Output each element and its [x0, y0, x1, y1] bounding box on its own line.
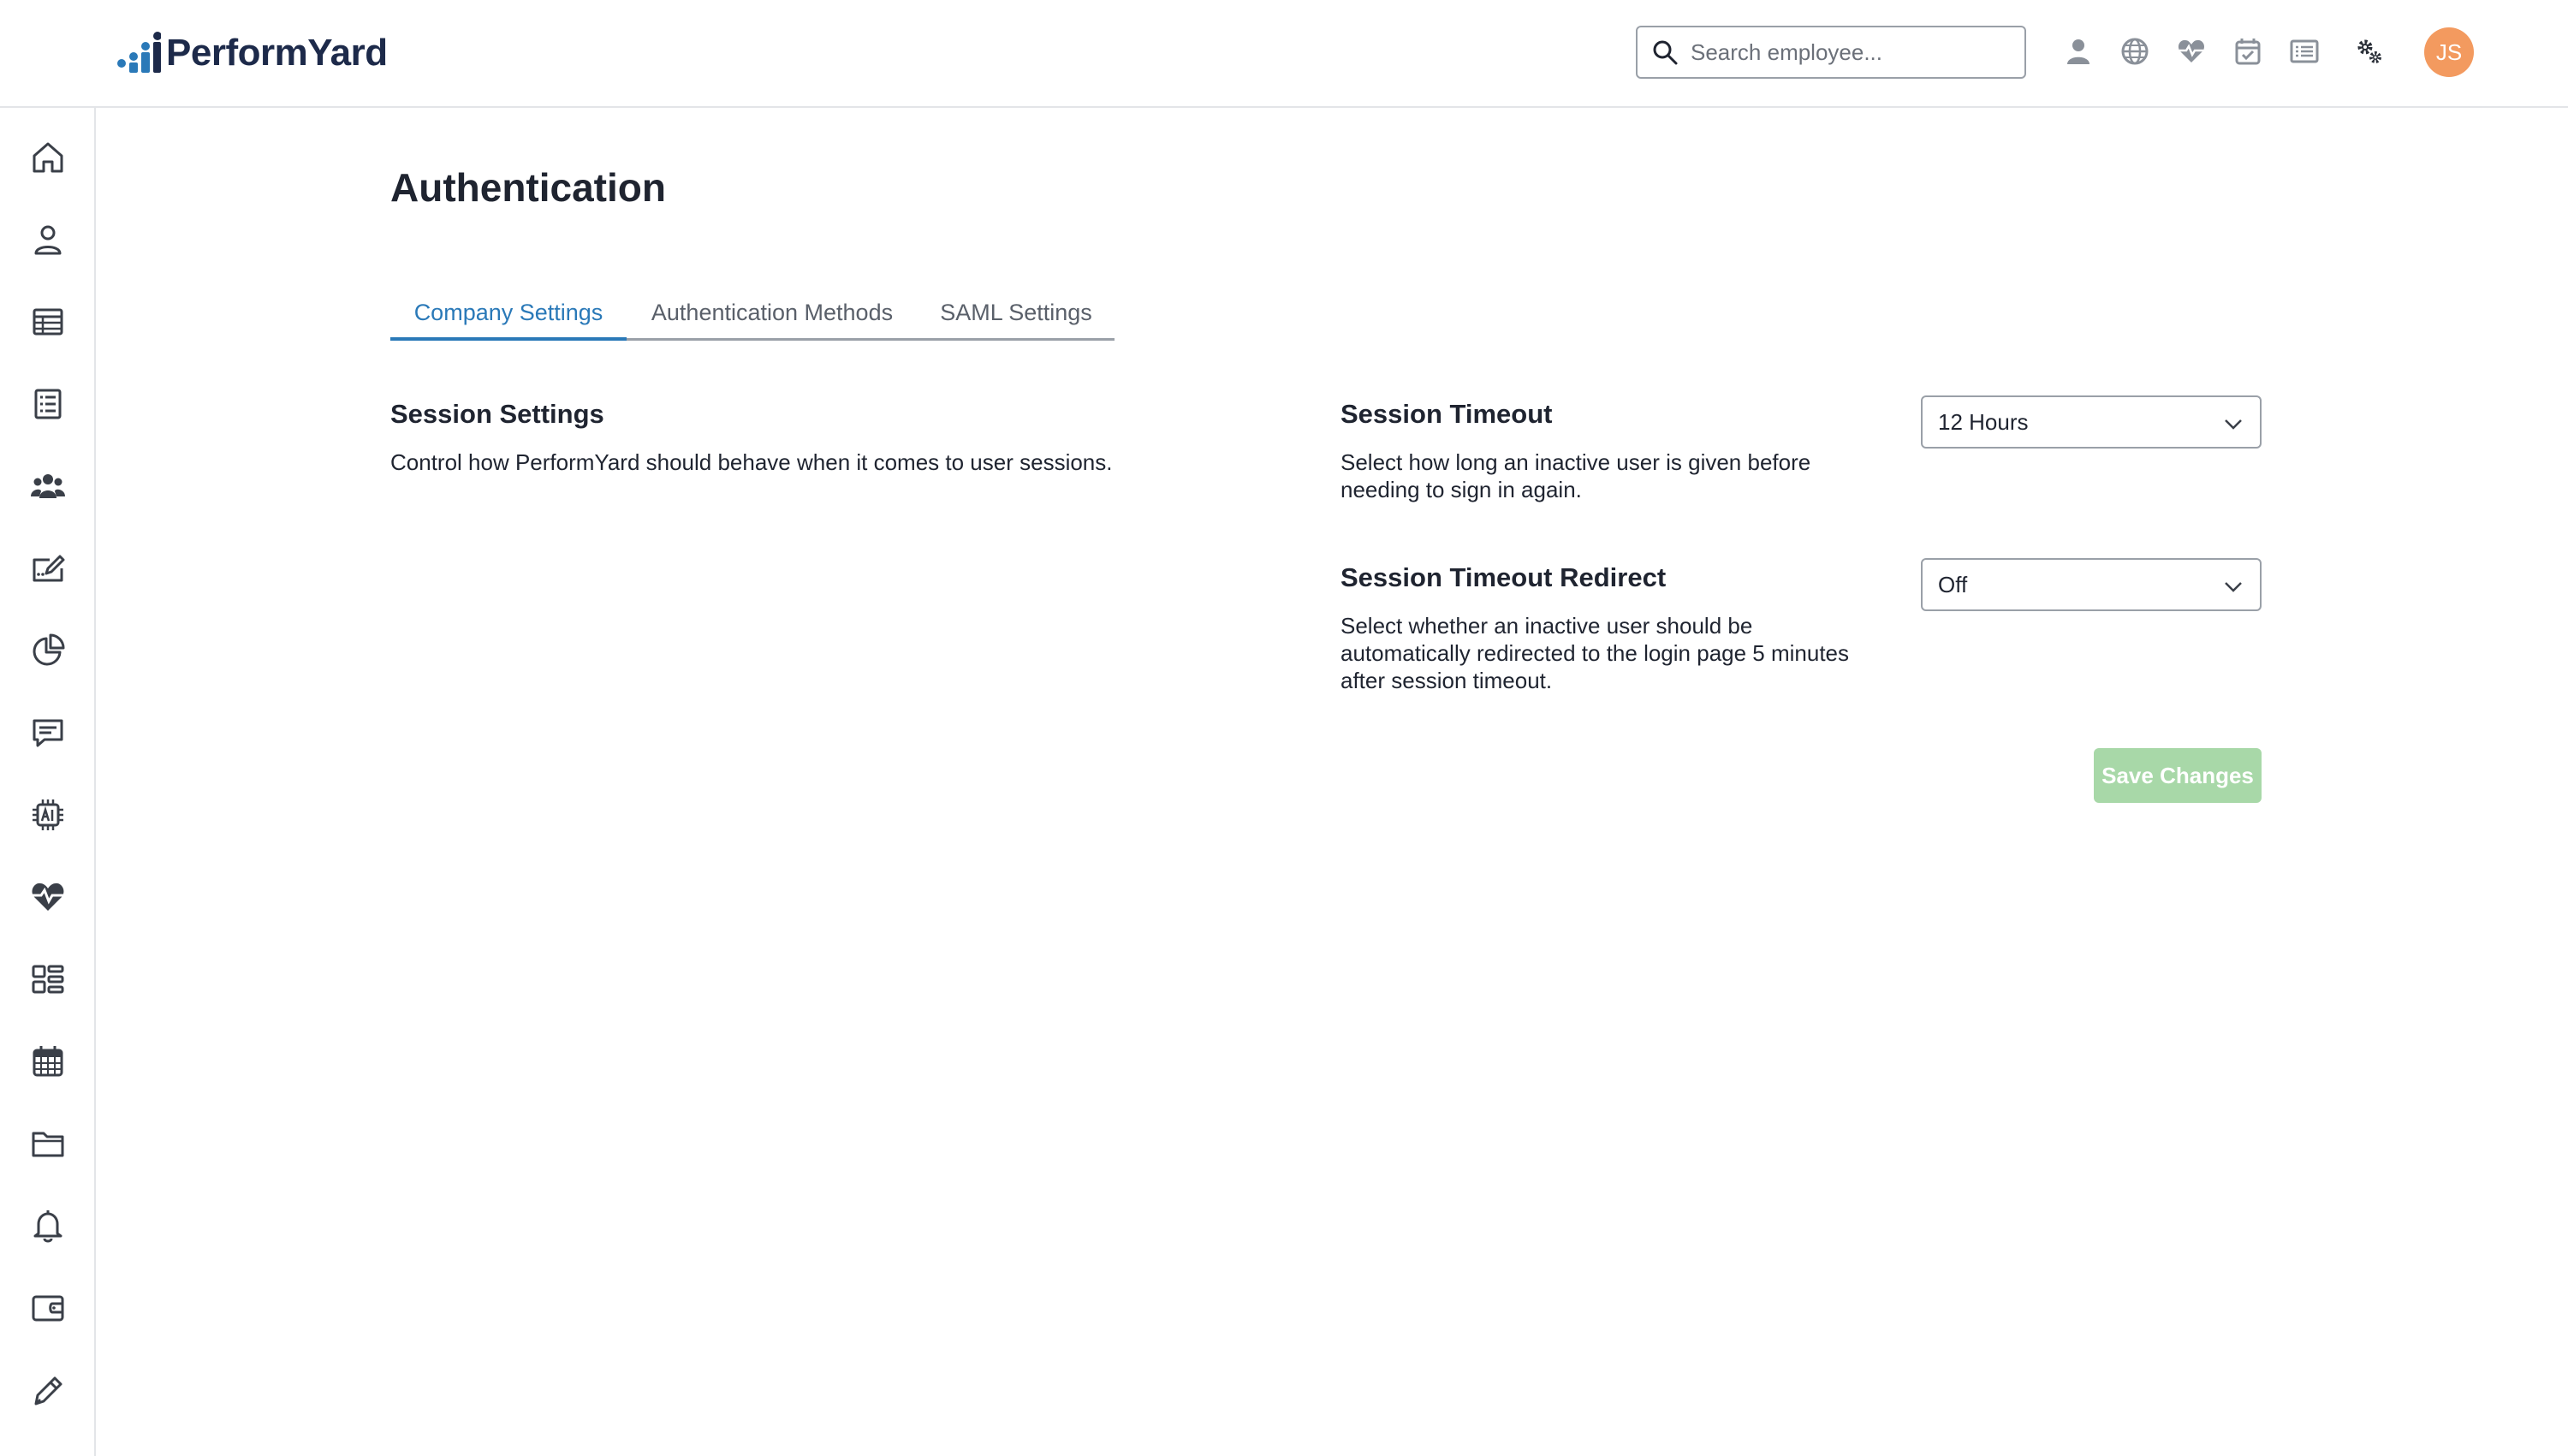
gears-icon[interactable]: [2352, 34, 2387, 68]
edit-card-icon[interactable]: [26, 546, 70, 591]
tab-company-settings[interactable]: Company Settings: [390, 293, 627, 341]
save-changes-button[interactable]: Save Changes: [2094, 748, 2262, 803]
folder-icon[interactable]: [26, 1121, 70, 1166]
session-timeout-select[interactable]: [1921, 395, 2262, 449]
calendar-check-icon[interactable]: [2231, 34, 2265, 68]
search-input[interactable]: [1691, 39, 2016, 66]
avatar-initials: JS: [2435, 39, 2463, 65]
ai-chip-icon[interactable]: [26, 793, 70, 837]
wallet-icon[interactable]: [26, 1286, 70, 1330]
team-icon[interactable]: [26, 464, 70, 508]
left-sidebar: [0, 108, 96, 1456]
session-timeout-title: Session Timeout: [1340, 399, 1553, 429]
logo-mark-icon: [116, 31, 161, 75]
bell-icon[interactable]: [26, 1203, 70, 1248]
person-icon[interactable]: [26, 217, 70, 262]
globe-icon[interactable]: [2118, 34, 2152, 68]
top-header: [0, 0, 2568, 108]
pie-chart-icon[interactable]: [26, 628, 70, 673]
person-icon[interactable]: [2061, 34, 2095, 68]
user-avatar[interactable]: [2424, 27, 2474, 77]
session-settings-description: Control how PerformYard should behave when it comes to user sessions.: [390, 449, 1113, 475]
chevron-down-icon: [2222, 413, 2244, 435]
employee-search[interactable]: [1636, 26, 2026, 79]
redirect-description-line: automatically redirected to the login page 5 minutes: [1340, 640, 1850, 666]
pen-icon[interactable]: [26, 1368, 70, 1412]
redirect-description-line: Select whether an inactive user should be: [1340, 613, 1753, 639]
list-icon[interactable]: [2287, 34, 2321, 68]
calendar-icon[interactable]: [26, 1039, 70, 1084]
heart-pulse-icon[interactable]: [26, 875, 70, 919]
brand-name: PerformYard: [166, 32, 388, 74]
tab-saml-settings[interactable]: SAML Settings: [940, 300, 1092, 325]
chevron-down-icon: [2222, 575, 2244, 597]
home-icon[interactable]: [26, 135, 70, 180]
more-nav-icon[interactable]: [26, 1440, 70, 1456]
page-title: Authentication: [390, 165, 666, 210]
checklist-icon[interactable]: [26, 382, 70, 426]
session-timeout-description-line: needing to sign in again.: [1340, 477, 1582, 502]
dashboard-icon[interactable]: [26, 957, 70, 1001]
session-timeout-redirect-value: Off: [1938, 571, 1968, 597]
brand-logo[interactable]: [116, 31, 388, 75]
session-timeout-description-line: Select how long an inactive user is given before: [1340, 449, 1811, 475]
session-timeout-redirect-title: Session Timeout Redirect: [1340, 562, 1667, 592]
session-settings-title: Session Settings: [390, 399, 604, 429]
redirect-description-line: after session timeout.: [1340, 668, 1553, 693]
session-timeout-redirect-description: [1340, 612, 1849, 694]
tab-authentication-methods[interactable]: Authentication Methods: [651, 300, 894, 325]
session-timeout-redirect-select[interactable]: [1921, 558, 2262, 611]
settings-tabs: [390, 293, 1115, 341]
session-timeout-description: [1340, 449, 1810, 503]
chat-icon[interactable]: [26, 710, 70, 755]
table-icon[interactable]: [26, 300, 70, 344]
heart-pulse-icon[interactable]: [2174, 34, 2208, 68]
session-timeout-value: 12 Hours: [1938, 408, 2029, 435]
search-icon: [1651, 39, 1679, 66]
